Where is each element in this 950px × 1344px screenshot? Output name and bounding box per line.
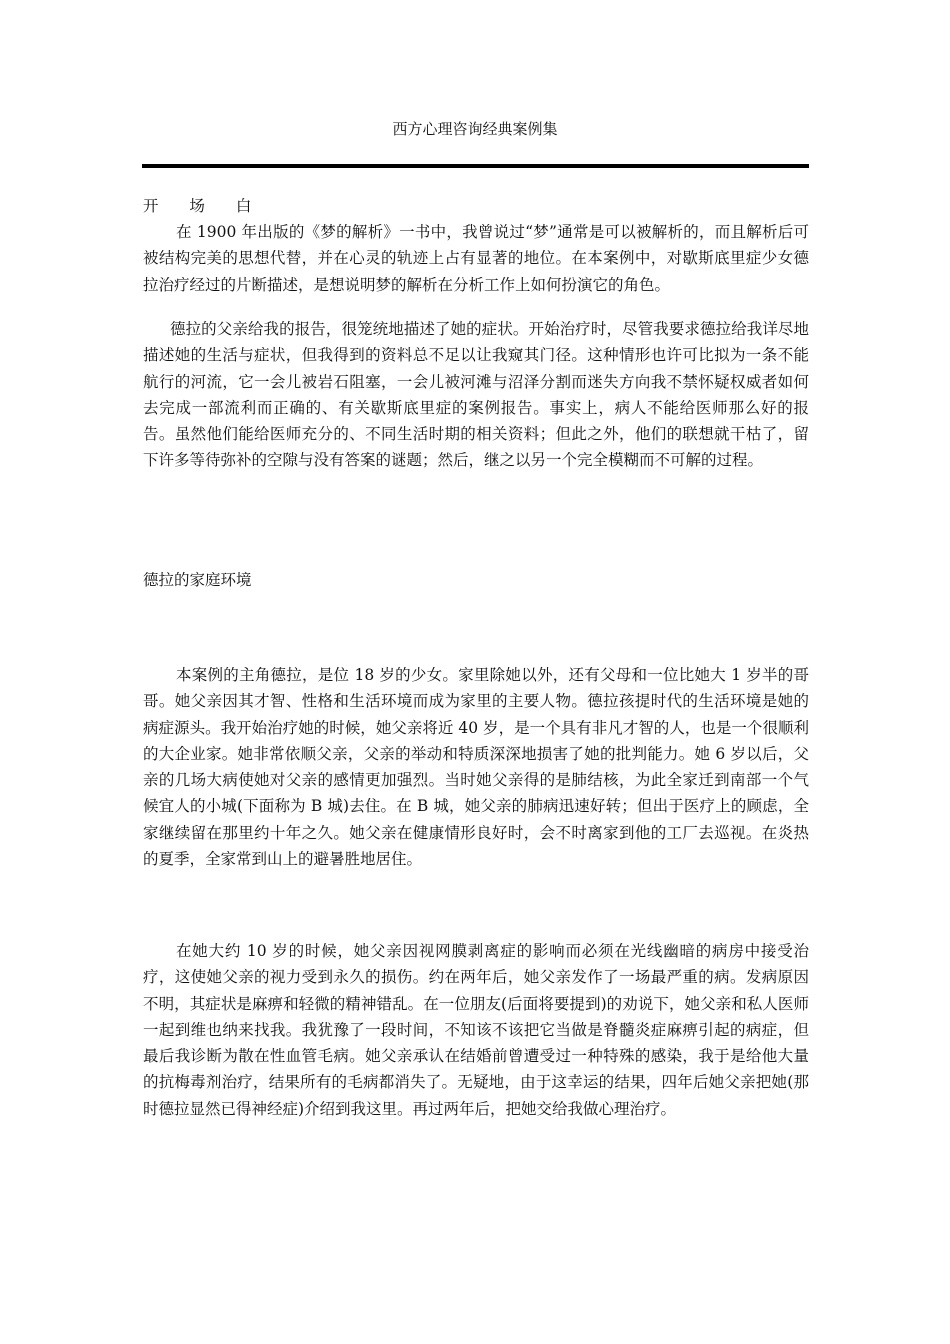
paragraph-family-2: 在她大约 10 岁的时候，她父亲因视网膜剥离症的影响而必须在光线幽暗的病房中接受治疗，这使她父亲的视力受到永久的损伤。约在两年后，她父亲发作了一场最严重的病。发病原因不明，其症状是麻痹和轻微的精神错乱。在一位朋友(后面将要提到)的劝说下，她父亲和私人医师一起到维也纳来找我。我犹豫了一段时间，不知该不该把它当做是脊髓炎症麻痹引起的病症，但最后我诊断为散在性血管毛病。她父亲承认在结婚前曾遭受过一种特殊的感染，我于是给他大量的抗梅毒剂治疗，结果所有的毛病都消失了。无疑地，由于这幸运的结果，四年后她父亲把她(那时德拉显然已得神经症)介绍到我这里。再过两年后，把她交给我做心理治疗。 [143,942,809,1118]
header-rule [142,164,809,168]
paragraph-opening-1: 在 1900 年出版的《梦的解析》一书中，我曾说过“梦”通常是可以被解析的，而且解析后可被结构完美的思想代替，并在心灵的轨迹上占有显著的地位。在本案例中，对歇斯底里症少女德拉治疗经过的片断描述，是想说明梦的解析在分析工作上如何扮演它的角色。 [143,223,809,294]
paragraph-opening-2: 德拉的父亲给我的报告，很笼统地描述了她的症状。开始治疗时，尽管我要求德拉给我详尽地描述她的生活与症状，但我得到的资料总不足以让我窥其门径。这种情形也许可比拟为一条不能航行的河流，它一会儿被岩石阻塞，一会儿被河滩与沼泽分割而迷失方向我不禁怀疑权威者如何去完成一部流利而正确的、有关歇斯底里症的案例报告。事实上，病人不能给医师那么好的报告。虽然他们能给医师充分的、不同生活时期的相关资料；但此之外，他们的联想就干枯了，留下许多等待弥补的空隙与没有答案的谜题；然后，继之以另一个完全模糊而不可解的过程。 [143,320,809,470]
running-header: 西方心理咨询经典案例集 [392,120,558,138]
section-heading-opening: 开 场 白 [143,197,265,215]
section-heading-family: 德拉的家庭环境 [143,571,252,589]
paragraph-family-1: 本案例的主角德拉，是位 18 岁的少女。家里除她以外，还有父母和一位比她大 1 岁半的哥哥。她父亲因其才智、性格和生活环境而成为家里的主要人物。德拉孩提时代的生活环境是她的病症源头。我开始治疗她的时候，她父亲将近 40 岁，是一个具有非凡才智的人，也是一个很顺利的大企业家。她非常依顺父亲，父亲的举动和特质深深地损害了她的批判能力。她 6 岁以后，父亲的几场大病使她对父亲的感情更加强烈。当时她父亲得的是肺结核，为此全家迁到南部一个气候宜人的小城(下面称为 B 城)去住。在 B 城，她父亲的肺病迅速好转；但出于医疗上的顾虑，全家继续留在那里约十年之久。她父亲在健康情形良好时，会不时离家到他的工厂去巡视。在炎热的夏季，全家常到山上的避暑胜地居住。 [143,666,809,869]
